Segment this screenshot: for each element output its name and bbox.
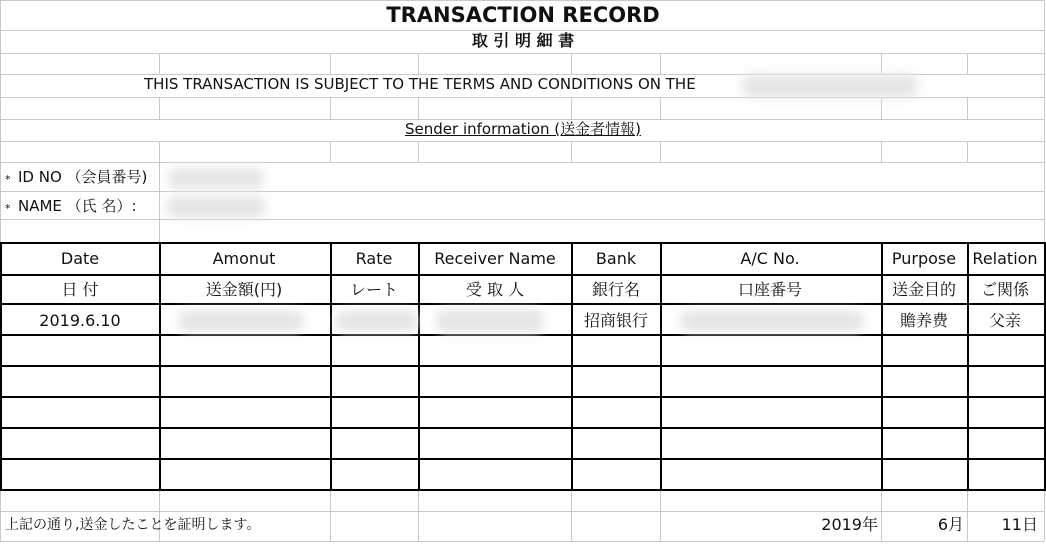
gridline-v [881,53,882,74]
gridline-h [0,0,1044,1]
table-border-h [0,489,1044,491]
table-border-h [0,334,1044,336]
gridline-v [418,53,419,74]
gridline-v [881,97,882,119]
gridline-v [330,97,331,119]
redacted-id-value [168,167,264,189]
gridline-h [0,53,1044,54]
gridline-v [159,141,160,162]
id-no-label: ID NO （会員番号) [18,168,148,186]
gridline-v [571,141,572,162]
table-border-h [0,396,1044,398]
gridline-v [418,141,419,162]
col-header-relation: Relation [972,249,1038,268]
redacted-terms-source [742,74,918,98]
document-subtitle: 取 引 明 細 書 [471,31,575,50]
gridline-v [159,162,160,242]
gridline-v [881,489,882,541]
gridline-v [330,141,331,162]
redacted-account-no [680,310,864,332]
table-border-h [0,458,1044,460]
col-header-amount-jp: 送金額(円) [205,280,283,299]
gridline-v [967,97,968,119]
gridline-v [660,53,661,74]
gridline-v [967,489,968,541]
row1-purpose: 贍养费 [899,311,949,330]
footer-day: 11日 [1001,515,1038,534]
col-header-purpose-jp: 送金目的 [891,280,957,299]
col-header-purpose: Purpose [891,249,957,268]
table-border-v [330,242,332,491]
table-border-h [0,274,1044,276]
gridline-v [571,489,572,541]
col-header-amount: Amonut [212,249,276,268]
gridline-h [0,191,1044,192]
gridline-v [159,53,160,74]
col-header-date-jp: 日 付 [61,280,99,299]
table-border-v [159,242,161,491]
gridline-v [881,141,882,162]
table-border-v [571,242,573,491]
gridline-v [159,489,160,541]
col-header-rate: Rate [355,249,393,268]
footer-month: 6月 [937,515,964,534]
name-marker: * [5,202,11,215]
name-label: NAME （氏 名）: [18,197,137,215]
row1-bank: 招商银行 [583,311,649,330]
gridline-h [0,162,1044,163]
gridline-v [967,53,968,74]
gridline-v [418,97,419,119]
col-header-receiver-name: Receiver Name [434,249,556,268]
footer-year: 2019年 [821,515,878,534]
col-header-account-no: A/C No. [740,249,800,268]
redacted-amount [178,310,304,332]
redacted-name-value [166,196,266,218]
gridline-v [0,489,1,541]
table-border-v [660,242,662,491]
gridline-v [571,53,572,74]
col-header-account-jp: 口座番号 [737,280,803,299]
col-header-date: Date [60,249,100,268]
gridline-h [0,541,1044,542]
col-header-rate-jp: レート [349,280,399,299]
col-header-relation-jp: ご関係 [980,280,1030,299]
gridline-v [1044,489,1045,541]
gridline-v [967,141,968,162]
gridline-v [330,53,331,74]
gridline-v [1044,0,1045,242]
table-border-v [418,242,420,491]
gridline-v [660,141,661,162]
gridline-v [418,489,419,541]
gridline-h [0,219,1044,220]
gridline-v [660,97,661,119]
gridline-v [571,97,572,119]
redacted-rate [336,310,418,332]
gridline-v [159,97,160,119]
redacted-receiver-name [436,309,544,333]
col-header-bank-jp: 銀行名 [591,280,641,299]
table-border-v [881,242,883,491]
gridline-v [0,0,1,242]
row1-relation: 父亲 [988,311,1022,330]
col-header-bank: Bank [595,249,637,268]
document-title: TRANSACTION RECORD [386,3,660,27]
sender-info-header: Sender information (送金者情報) [405,120,641,138]
id-marker: * [5,173,11,186]
table-border-h [0,365,1044,367]
table-border-h [0,427,1044,429]
table-border-h [0,303,1044,305]
table-border-v [967,242,969,491]
gridline-h [0,141,1044,142]
gridline-h [0,511,1044,512]
terms-notice: THIS TRANSACTION IS SUBJECT TO THE TERMS AND CONDITIONS ON THE [144,75,696,93]
gridline-v [330,489,331,541]
gridline-v [660,489,661,541]
footer-statement: 上記の通り,送金したことを証明します。 [5,517,261,533]
col-header-receiver-jp: 受 取 人 [465,280,525,299]
table-border-v [0,242,2,491]
row1-date: 2019.6.10 [39,311,121,330]
table-border-h [0,242,1044,244]
